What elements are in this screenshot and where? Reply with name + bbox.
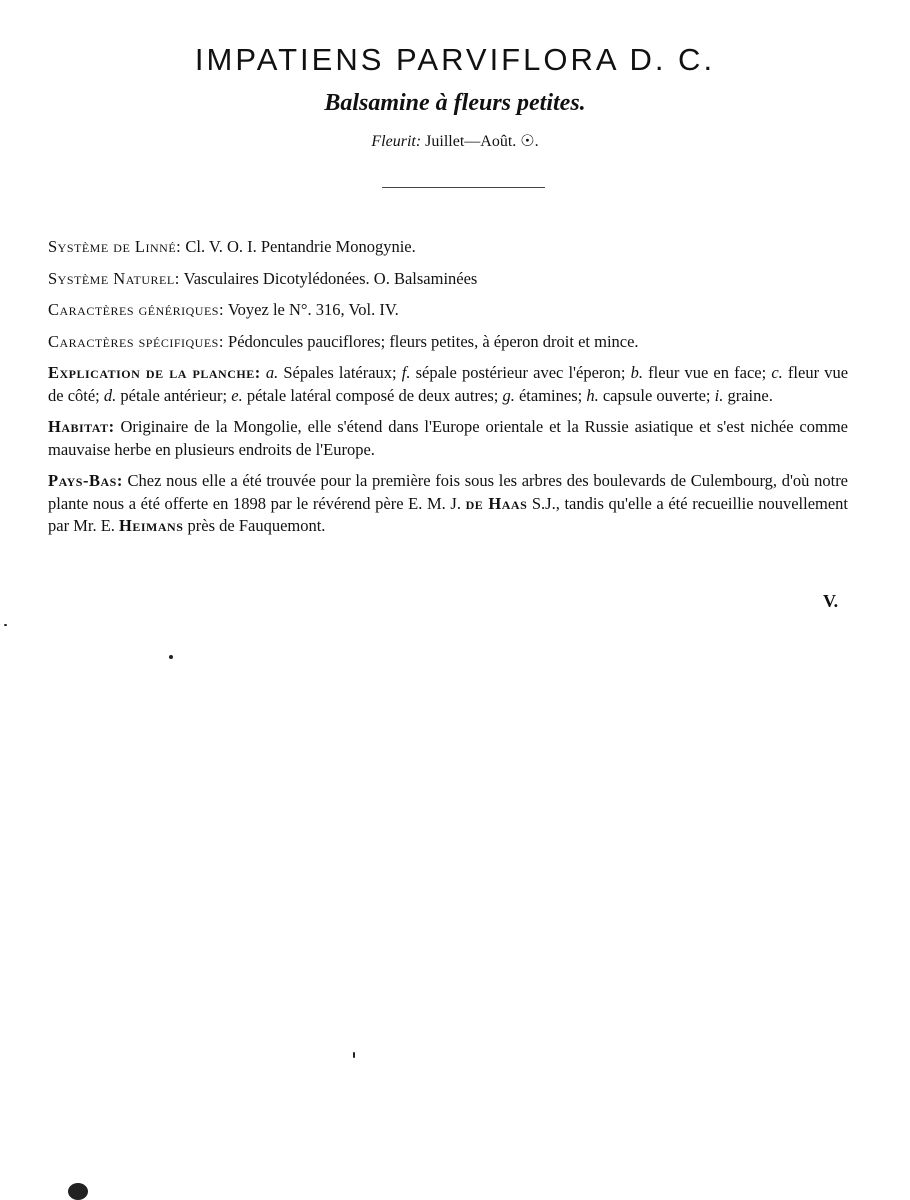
text-i: graine. bbox=[727, 385, 773, 405]
generiques-paragraph bbox=[48, 299, 848, 322]
paysbas-name-2: Heimans bbox=[119, 516, 184, 535]
separator-rule bbox=[382, 187, 545, 188]
naturel-text: Vasculaires Dicotylédonées. O. Balsaminées bbox=[183, 268, 478, 288]
paysbas-text-1: Chez nous elle a été trouvée pour la première fois sous les arbres des boulevards de Culembourg, d'où notre plante nous a été offerte en 1898 par le révérend père E. M. J. bbox=[48, 471, 849, 513]
species-title: IMPATIENS PARVIFLORA D. C. bbox=[194, 42, 716, 77]
linne-label: Système de Linné: bbox=[48, 237, 182, 256]
paysbas-text-2: S.J., tandis qu'elle a été recueillie nouvellement par Mr. E. bbox=[48, 493, 849, 535]
generiques-text: Voyez le N°. 316, Vol. IV. bbox=[227, 300, 399, 319]
specifiques-paragraph bbox=[48, 331, 848, 354]
author-signature: V. bbox=[823, 591, 839, 611]
key-f: f. bbox=[401, 363, 411, 382]
bloom-period bbox=[0, 131, 910, 151]
text-e: pétale latéral composé de deux autres; bbox=[246, 385, 499, 405]
text-h: capsule ouverte; bbox=[602, 385, 711, 405]
linne-text: Cl. V. O. I. Pentandrie Monogynie. bbox=[185, 237, 416, 256]
paysbas-name-1: de Haas bbox=[465, 493, 528, 513]
common-name: Balsamine à fleurs petites. bbox=[324, 90, 586, 116]
paysbas-paragraph bbox=[48, 470, 848, 538]
key-c: c. bbox=[771, 363, 783, 382]
paper-speck bbox=[68, 1183, 88, 1200]
paper-speck bbox=[169, 655, 173, 659]
explication-paragraph bbox=[48, 362, 848, 407]
key-b: b. bbox=[630, 363, 644, 382]
key-h: h. bbox=[586, 385, 599, 405]
generiques-label: Caractères génériques: bbox=[48, 300, 225, 319]
habitat-label: Habitat: bbox=[48, 417, 115, 436]
text-d: pétale antérieur; bbox=[120, 385, 228, 405]
paysbas-label: Pays-Bas: bbox=[48, 471, 123, 490]
text-c: fleur vue de côté; bbox=[48, 363, 849, 405]
specifiques-text: Pédoncules pauciflores; fleurs petites, à éperon droit et mince. bbox=[228, 331, 639, 351]
habitat-text: Originaire de la Mongolie, elle s'étend dans l'Europe orientale et la Russie asiatique et s'est nichée comme mauvaise herbe en plusieurs endroits de l'Europe. bbox=[48, 417, 848, 459]
text-b: fleur vue en face; bbox=[648, 363, 767, 382]
paper-speck bbox=[353, 1052, 355, 1058]
description-body bbox=[48, 236, 848, 547]
key-g: g. bbox=[502, 385, 515, 405]
naturel-label: Système Naturel: bbox=[48, 268, 180, 288]
paper-speck bbox=[4, 624, 7, 626]
text-a: Sépales latéraux; bbox=[283, 363, 397, 382]
explication-label: Explication de la planche: bbox=[48, 363, 261, 382]
text-g: étamines; bbox=[518, 385, 583, 405]
linne-paragraph bbox=[48, 236, 848, 259]
specifiques-label: Caractères spécifiques: bbox=[48, 331, 224, 351]
key-d: d. bbox=[103, 385, 117, 405]
habitat-paragraph bbox=[48, 416, 848, 461]
bloom-label: Fleurit: bbox=[371, 133, 422, 150]
naturel-paragraph bbox=[48, 268, 848, 291]
bloom-value: Juillet—Août. ☉. bbox=[425, 133, 539, 150]
text-f: sépale postérieur avec l'éperon; bbox=[415, 363, 626, 382]
paysbas-text-3: près de Fauquemont. bbox=[187, 516, 326, 535]
key-e: e. bbox=[231, 385, 243, 405]
key-i: i. bbox=[714, 385, 724, 405]
key-a: a. bbox=[265, 363, 279, 382]
